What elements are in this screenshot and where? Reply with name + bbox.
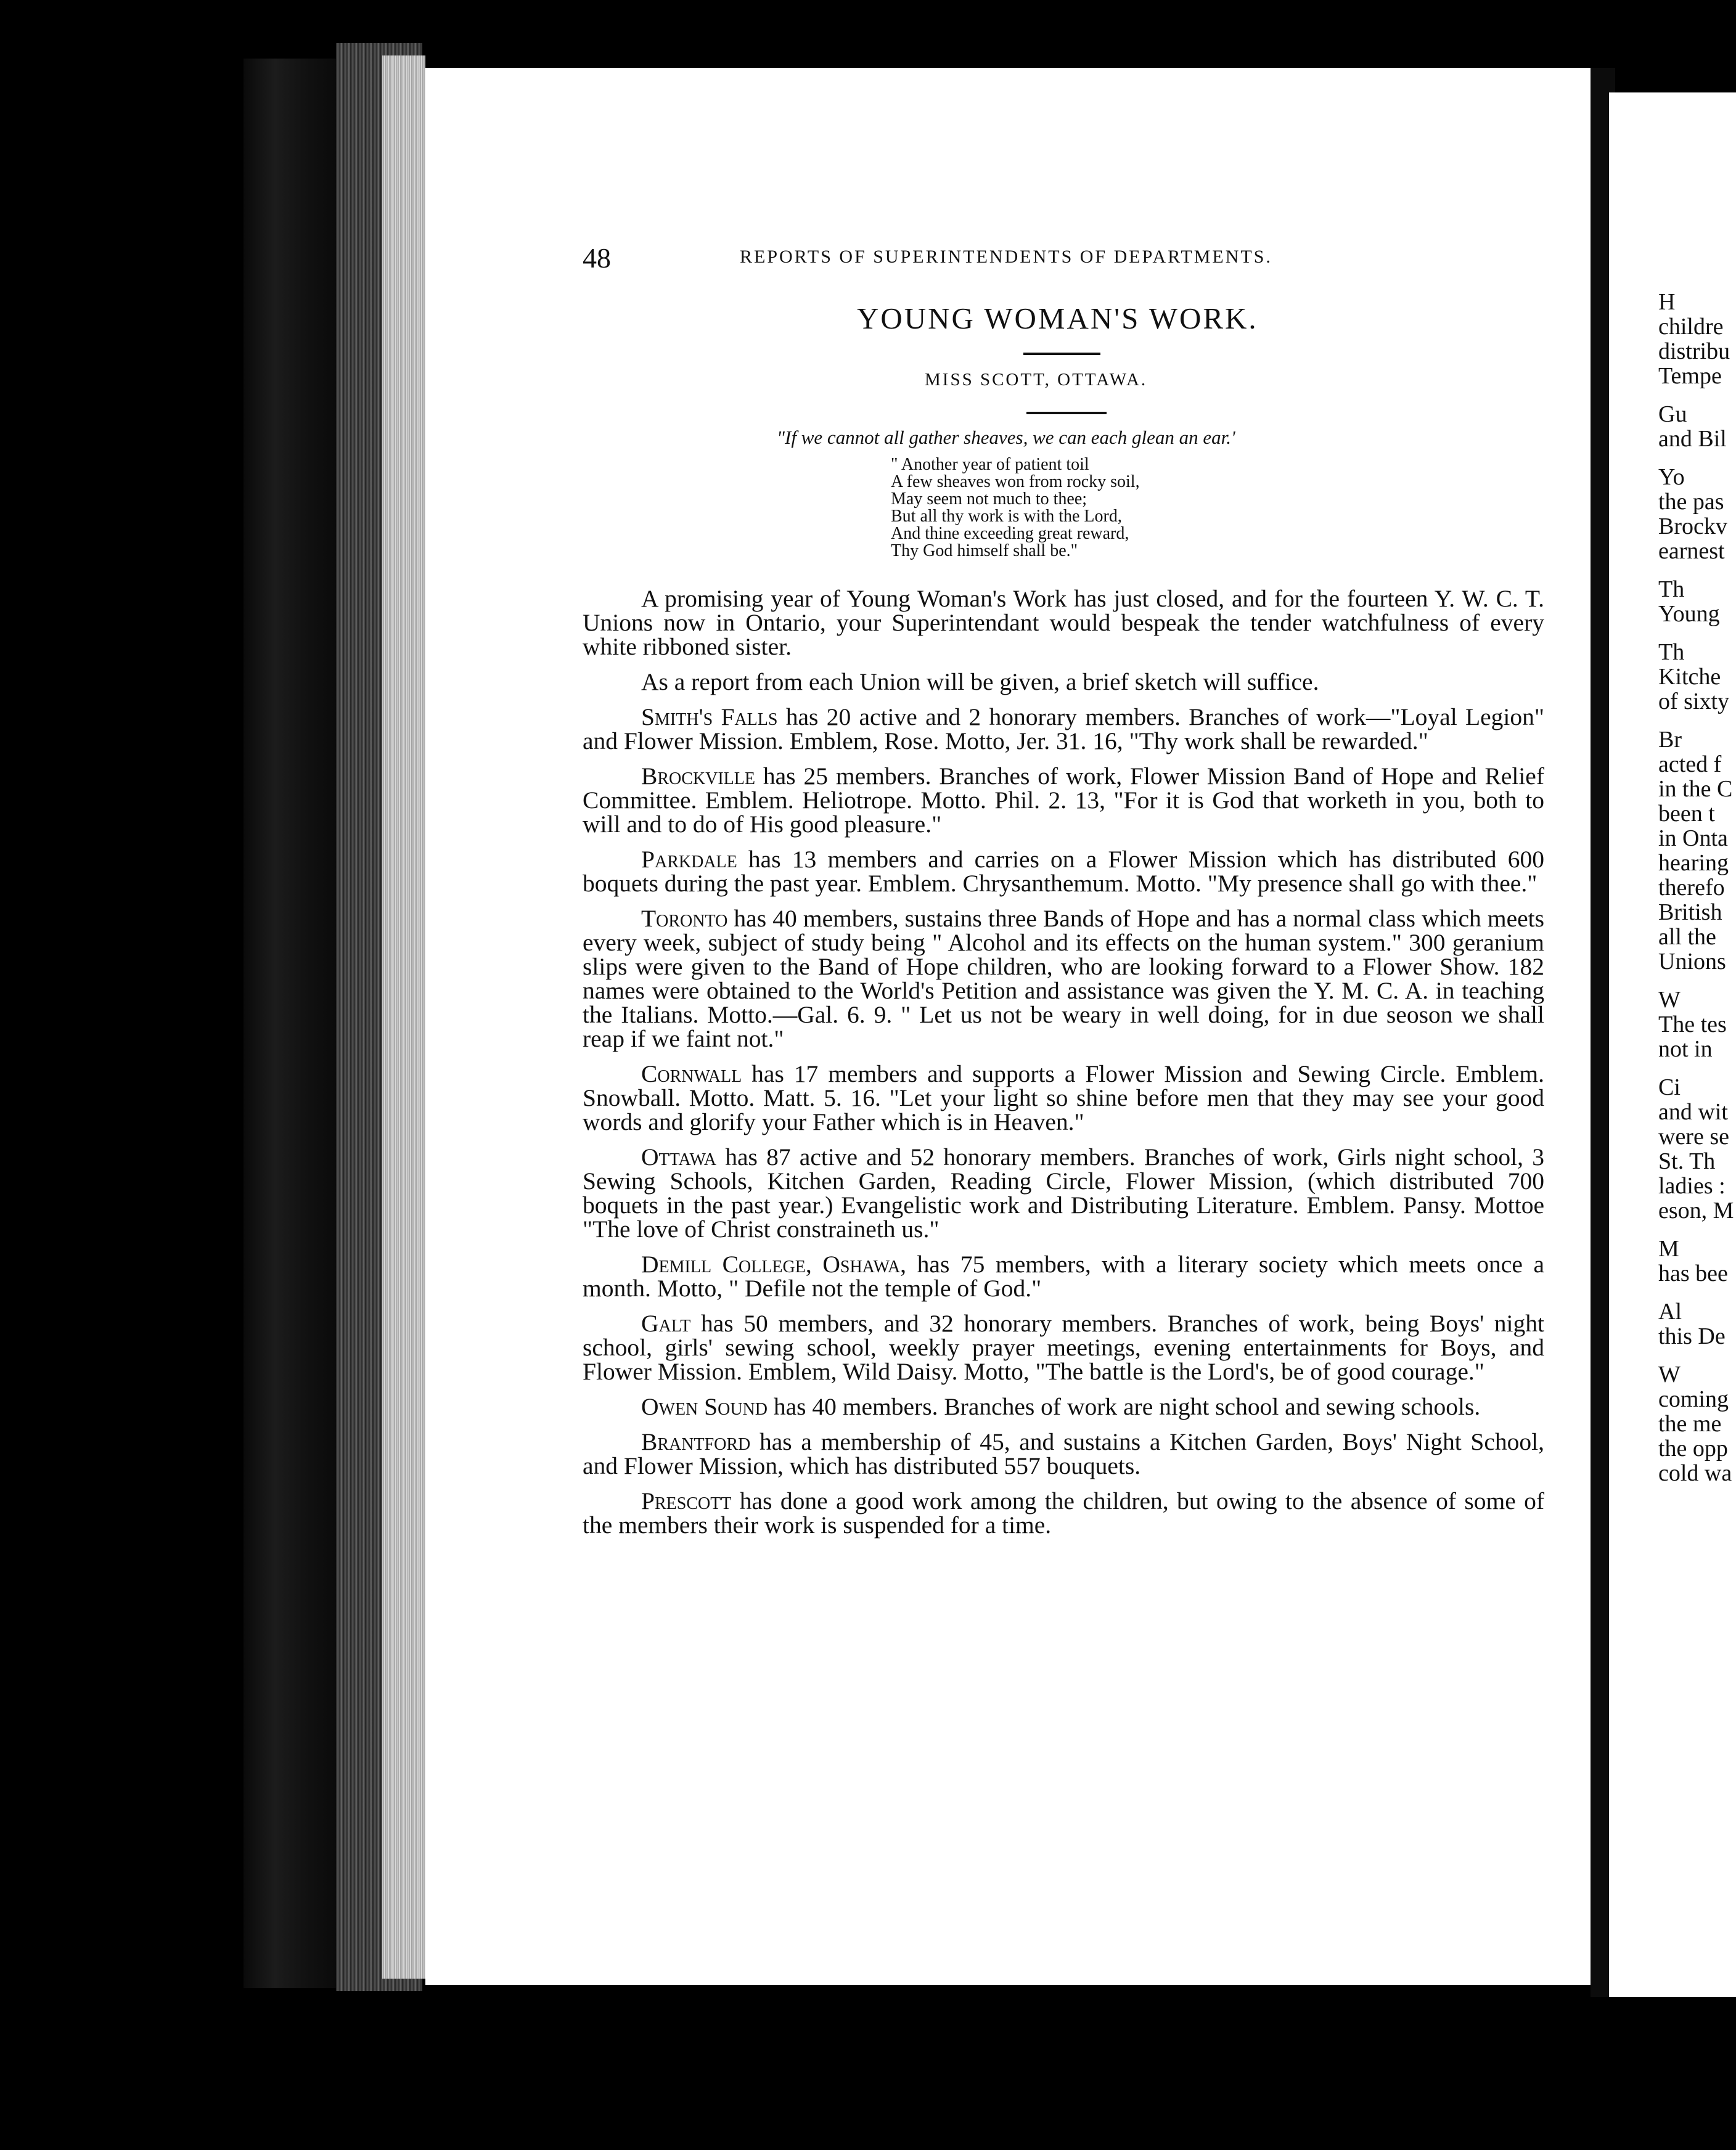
facing-line: Yo <box>1658 464 1685 490</box>
page-number: 48 <box>583 242 611 274</box>
facing-line: The tes <box>1658 1012 1727 1037</box>
union-name: Cornwall <box>641 1060 742 1087</box>
union-name: Toronto <box>641 905 728 932</box>
facing-line: Al <box>1658 1299 1682 1325</box>
facing-line: and wit <box>1658 1099 1728 1125</box>
facing-line: coming <box>1658 1386 1729 1412</box>
poem-line: May seem not much to thee; <box>891 489 1087 509</box>
facing-line: Brockv <box>1658 513 1727 539</box>
report-body <box>583 587 1544 1548</box>
running-head: REPORTS OF SUPERINTENDENTS OF DEPARTMENTS. <box>740 247 1272 267</box>
line-gap <box>1658 1223 1736 1236</box>
union-name: Brantford <box>641 1428 751 1455</box>
paragraph: As a report from each Union will be given, a brief sketch will suffice. <box>641 668 1319 695</box>
facing-line: not in <box>1658 1036 1713 1062</box>
line-gap <box>1658 974 1736 987</box>
union-paragraph: Demill College, Oshawa, has 75 members, with a literary society which meets once a month. Motto, " Defile not the temple of God." <box>583 1251 1544 1302</box>
facing-line: M <box>1658 1236 1679 1262</box>
facing-line: this De <box>1658 1323 1726 1349</box>
poem-line: Thy God himself shall be." <box>891 541 1078 560</box>
line-gap <box>1658 1349 1736 1362</box>
union-paragraph: Owen Sound has 40 members. Branches of work are night school and sewing schools. <box>641 1393 1481 1420</box>
union-name: Brockville <box>641 762 755 790</box>
facing-page-text <box>1658 290 1736 1486</box>
section-title: YOUNG WOMAN'S WORK. <box>857 301 1258 335</box>
facing-line: distribu <box>1658 338 1730 364</box>
union-name: Ottawa <box>641 1143 717 1171</box>
facing-line: all the <box>1658 924 1716 950</box>
line-gap <box>1658 388 1736 402</box>
facing-line: the opp <box>1658 1436 1728 1461</box>
facing-line: W <box>1658 1362 1681 1388</box>
union-name: Parkdale <box>641 846 737 873</box>
line-gap <box>1658 451 1736 465</box>
page-header <box>583 242 1381 272</box>
facing-line: in the C <box>1658 776 1733 802</box>
union-name: Prescott <box>641 1487 732 1514</box>
union-paragraph: Parkdale has 13 members and carries on a Flower Mission which has distributed 600 boquets during the past year. Emblem. Chrysanthemum. Motto. "My presence shall go with thee." <box>583 846 1544 897</box>
facing-line: Tempe <box>1658 363 1722 389</box>
facing-line: of sixty <box>1658 689 1730 714</box>
poem-line: And thine exceeding great reward, <box>891 524 1129 543</box>
facing-line: hearing <box>1658 850 1729 876</box>
facing-line: were se <box>1658 1124 1729 1150</box>
line-gap <box>1658 714 1736 727</box>
facing-line: been t <box>1658 801 1715 827</box>
line-gap <box>1658 1286 1736 1299</box>
facing-line: W <box>1658 987 1681 1013</box>
union-paragraph: Brantford has a membership of 45, and sustains a Kitchen Garden, Boys' Night School, and Flower Mission, which has distributed 557 bouquets. <box>583 1428 1544 1479</box>
facing-line: Ci <box>1658 1074 1681 1100</box>
line-gap <box>1658 626 1736 640</box>
facing-line: the me <box>1658 1411 1722 1437</box>
facing-line: Th <box>1658 639 1685 665</box>
union-paragraph: Cornwall has 17 members and supports a Flower Mission and Sewing Circle. Emblem. Snowball. Motto. Matt. 5. 16. "Let your light so shine before men that they may see your good words and glorify your Father which is in Heaven." <box>583 1060 1544 1135</box>
poem-line: " Another year of patient toil <box>891 455 1089 474</box>
author-rule <box>1026 412 1107 414</box>
section-author: MISS SCOTT, OTTAWA. <box>925 370 1148 390</box>
line-gap <box>1658 1061 1736 1075</box>
title-rule <box>1023 353 1100 355</box>
facing-line: the pas <box>1658 489 1724 515</box>
facing-line: acted f <box>1658 751 1722 777</box>
union-name: Owen Sound <box>641 1393 768 1420</box>
book-spine <box>244 59 348 1988</box>
union-paragraph: Ottawa has 87 active and 52 honorary members. Branches of work, Girls night school, 3 Sewing Schools, Kitchen Garden, Reading Circle, Flower Mission, (which distributed 700 boquets in the past year.) Evangelistic work and Distributing Literature. Emblem. Pansy. Mottoe "The love of Christ constraineth us." <box>583 1143 1544 1243</box>
facing-line: cold wa <box>1658 1460 1732 1486</box>
paragraph: A promising year of Young Woman's Work has just closed, and for the fourteen Y. W. C. T. Unions now in Ontario, your Superintendant would bespeak the tender watchfulness of every white ribboned sister. <box>583 585 1544 660</box>
facing-line: St. Th <box>1658 1148 1716 1174</box>
facing-line: H <box>1658 290 1676 315</box>
epigraph: "If we cannot all gather sheaves, we can each glean an ear.' <box>777 427 1235 448</box>
union-paragraph: Galt has 50 members, and 32 honorary members. Branches of work, being Boys' night school, girls' sewing school, weekly prayer meetings, evening entertainments for Boys, and Flower Mission. Emblem, Wild Daisy. Motto, "The battle is the Lord's, be of good courage." <box>583 1310 1544 1385</box>
poem-line: But all thy work is with the Lord, <box>891 507 1122 526</box>
union-name: Demill College, Oshawa, <box>641 1251 907 1278</box>
union-paragraph: Smith's Falls has 20 active and 2 honorary members. Branches of work—"Loyal Legion" and Flower Mission. Emblem, Rose. Motto, Jer. 31. 16, "Thy work shall be rewarded." <box>583 703 1544 754</box>
facing-line: childre <box>1658 314 1724 340</box>
facing-line: in Onta <box>1658 825 1728 851</box>
facing-line: and Bil <box>1658 426 1727 452</box>
union-paragraph: Prescott has done a good work among the children, but owing to the absence of some of the members their work is suspended for a time. <box>583 1487 1544 1539</box>
facing-line: therefo <box>1658 875 1725 901</box>
union-paragraph: Toronto has 40 members, sustains three Bands of Hope and has a normal class which meets every week, subject of study being " Alcohol and its effects on the human system." 300 geranium slips were given to the Band of Hope children, who are looking forward to a Flower Show. 182 names were obtained to the World's Petition and assistance was given the Y. M. C. A. in teaching the Italians. Motto.—Gal. 6. 9. " Let us not be weary in well doing, for in due seoson we shall reap if we faint not." <box>583 905 1544 1052</box>
facing-line: Br <box>1658 727 1682 753</box>
facing-line: ladies : <box>1658 1173 1726 1199</box>
line-gap <box>1658 563 1736 577</box>
facing-line: earnest <box>1658 538 1725 564</box>
facing-line: Th <box>1658 576 1685 602</box>
facing-line: Gu <box>1658 401 1687 427</box>
facing-line: eson, M <box>1658 1198 1734 1224</box>
page-edges-inner <box>382 55 425 1979</box>
facing-line: British <box>1658 899 1722 925</box>
facing-line: Unions <box>1658 949 1726 975</box>
poem-line: A few sheaves won from rocky soil, <box>891 472 1140 491</box>
poem <box>891 456 1140 560</box>
union-name: Smith's Falls <box>641 703 778 730</box>
facing-line: Young <box>1658 601 1720 627</box>
facing-line: Kitche <box>1658 664 1721 690</box>
facing-line: has bee <box>1658 1261 1728 1286</box>
union-name: Galt <box>641 1310 691 1337</box>
union-paragraph: Brockville has 25 members. Branches of work, Flower Mission Band of Hope and Relief Committee. Emblem. Heliotrope. Motto. Phil. 2. 13, "For it is God that worketh in you, both to will and to do of His good pleasure." <box>583 762 1544 838</box>
